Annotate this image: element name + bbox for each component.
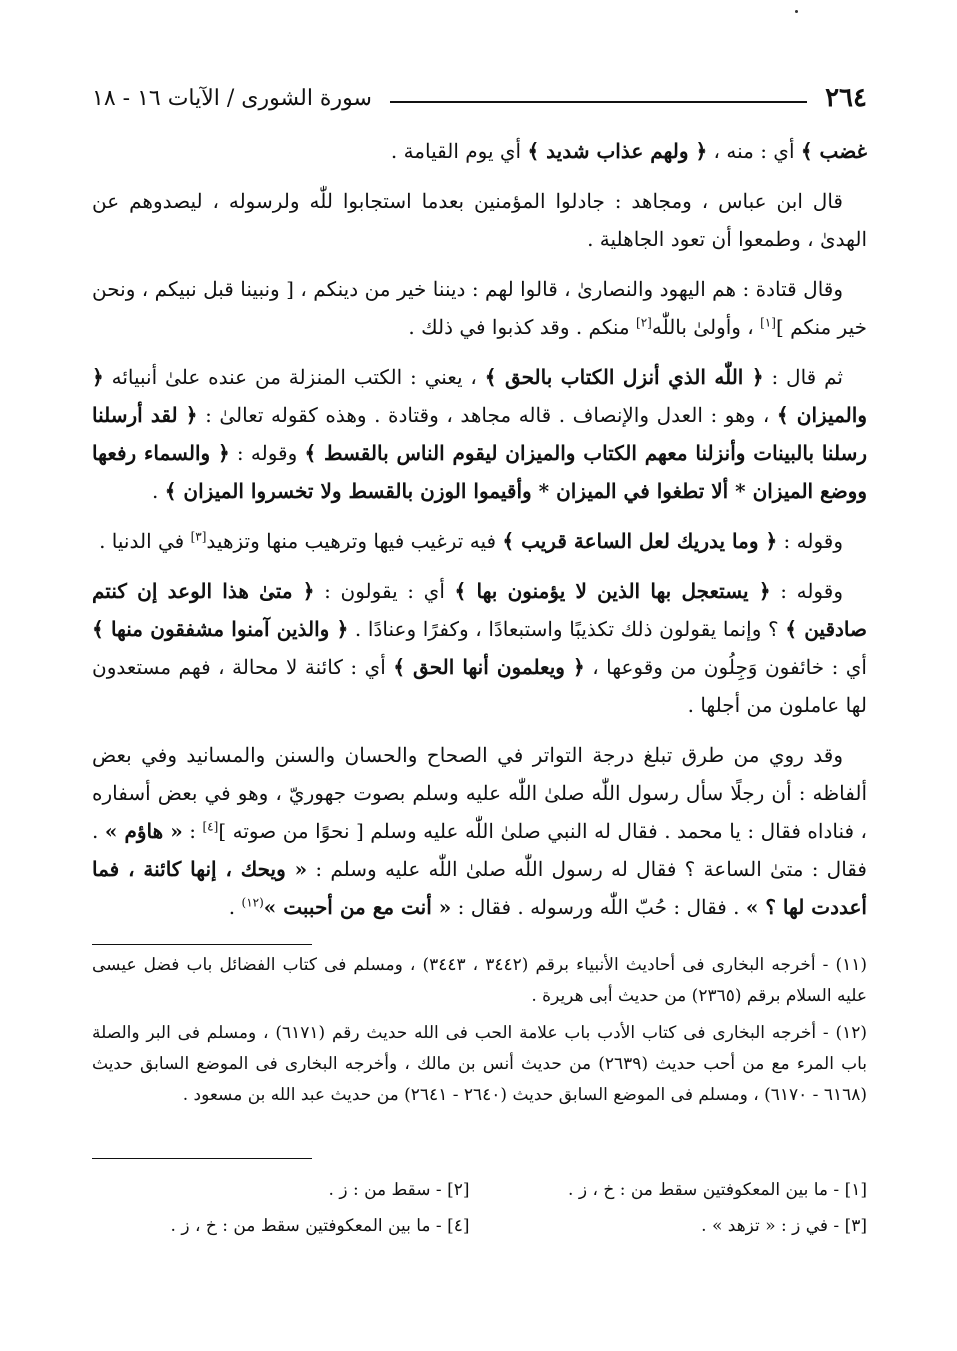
variant-ref: [٣] bbox=[190, 529, 207, 544]
quran-quote: ﴿ والميزان ﴾ bbox=[92, 365, 867, 427]
quran-quote: ﴿ يستعجل بها الذين لا يؤمنون بها ﴾ bbox=[454, 579, 771, 603]
footnote-rule bbox=[92, 944, 312, 945]
quran-quote: ﴿ ولهم عذاب شديد ﴾ bbox=[527, 139, 708, 163]
variant-ref: [١] bbox=[760, 315, 776, 330]
text-run: أي : كائنة لا محالة ، فهم مستعدون لها عاملون من أجلها . bbox=[92, 655, 867, 717]
quran-quote: ﴿ ويعلمون أنها الحق ﴾ bbox=[393, 655, 585, 679]
text-run: ، وأولىٰ باللّٰه bbox=[651, 315, 761, 339]
text-run: وقوله : bbox=[777, 529, 843, 553]
variants-rule bbox=[92, 1158, 312, 1159]
paragraph-5 bbox=[92, 522, 867, 560]
running-title: سورة الشورى / الآيات ١٦ - ١٨ bbox=[92, 85, 372, 111]
variant-ref: [٤] bbox=[202, 819, 219, 834]
variant-ref: [٢] bbox=[636, 315, 652, 330]
variant-note-3: [٣] - في ز : « تزهد » . bbox=[701, 1216, 867, 1236]
hadith-quote: « هاؤم » bbox=[104, 819, 183, 843]
hadith-quote: « ويحك ، إنها كائنة ، فما أعددت لها ؟ » bbox=[92, 857, 867, 919]
text-run: منكم . وقد كذبوا في ذلك . bbox=[408, 315, 637, 339]
variant-note-1: [١] - ما بين المعكوفتين سقط من : خ ، ز . bbox=[568, 1180, 867, 1200]
quran-quote: ﴿ اللّٰه الذي أنزل الكتاب بالحق ﴾ bbox=[484, 365, 764, 389]
footnotes bbox=[92, 950, 867, 1117]
header-rule bbox=[390, 101, 807, 103]
text-run: أي : يقولون : bbox=[314, 579, 455, 603]
quran-quote: غضب ﴾ bbox=[800, 139, 867, 163]
variant-notes bbox=[92, 1172, 867, 1244]
footnote-ref: (١٢) bbox=[241, 895, 264, 910]
text-run: وقوله : bbox=[229, 441, 305, 465]
paragraph-7 bbox=[92, 736, 867, 926]
paragraph-1 bbox=[92, 132, 867, 170]
text-run: أي : خائفون وَجِلُون من وقوعها ، bbox=[584, 655, 867, 679]
quran-quote: ﴿ لقد أرسلنا رسلنا بالبينات وأنزلنا معهم الكتاب والميزان ليقوم الناس بالقسط ﴾ bbox=[92, 403, 867, 465]
text-run: . bbox=[152, 479, 165, 503]
text-run: وقد روي من طرق تبلغ درجة التواتر في الصحاح والحسان والسنن والمسانيد وفي بعض ألفاظه : أن رجلًا سأل رسول اللّٰه صلىٰ اللّٰه عليه وسلم بصوت جهوريّ ، وهو في بعض أسفاره ، فناداه فقال : يا محمد . فقال له النبي صلىٰ اللّٰه عليه وسلم [ نحوًا من صوته ] bbox=[92, 743, 868, 843]
text-run: ، وهو : العدل والإنصاف . قاله مجاهد ، وقتادة . وهذه كقوله تعالىٰ : bbox=[197, 403, 777, 427]
text-run: . فقال : حُبّ اللّٰه ورسوله . فقال : bbox=[451, 895, 746, 919]
quran-quote: ﴿ والسماء رفعها ووضع الميزان * ألا تطغوا في الميزان * وأقيموا الوزن بالقسط ولا تخسروا الميزان ﴾ bbox=[92, 441, 867, 503]
paragraph-6 bbox=[92, 572, 867, 724]
variant-note-4: [٤] - ما بين المعكوفتين سقط من : خ ، ز . bbox=[170, 1216, 470, 1236]
text-run: ثم قال : bbox=[763, 365, 843, 389]
speck-mark bbox=[795, 10, 798, 13]
footnote-11: (١١) - أخرجه البخارى فى أحاديث الأنبياء برقم (٣٤٤٢ ، ٣٤٤٣) ، ومسلم فى كتاب الفضائل باب فضل عيسى عليه السلام برقم (٢٣٦٥) من حديث أبى هريرة . bbox=[92, 955, 867, 1006]
main-text bbox=[92, 132, 867, 938]
paragraph-2: قال ابن عباس ، ومجاهد : جادلوا المؤمنين بعدما استجابوا للّٰه ولرسوله ، ليصدوهم عن الهدىٰ ، وطمعوا أن تعود الجاهلية . bbox=[92, 189, 867, 251]
text-run: فيه ترغيب فيها وترهيب منها وتزهيد bbox=[206, 529, 503, 553]
page-header bbox=[92, 78, 867, 118]
paragraph-3 bbox=[92, 270, 867, 346]
quran-quote: ﴿ والذين آمنوا مشفقون منها ﴾ bbox=[92, 617, 349, 641]
paragraph-4 bbox=[92, 358, 867, 510]
text-run: وقوله : bbox=[770, 579, 843, 603]
footnote-12: (١٢) - أخرجه البخارى فى كتاب الأدب باب علامة الحب فى الله حديث رقم (٦١٧١) ، ومسلم فى البر والصلة باب المرء مع من أحب حديث (٢٦٣٩) من حديث أنس بن مالك ، وأخرجه البخارى فى الموضع السابق حديث (٦١٦٨ - ٦١٧٠) ، ومسلم فى الموضع السابق حديث (٢٦٤٠ - ٢٦٤١) من حديث عبد الله بن مسعود . bbox=[92, 1023, 867, 1105]
quran-quote: ﴿ متىٰ هذا الوعد إن كنتم صادقين ﴾ bbox=[92, 579, 868, 641]
text-run: : bbox=[182, 819, 203, 843]
text-run: ؟ وإنما يقولون ذلك تكذيبًا واستبعادًا ، وكفرًا وعنادًا . bbox=[348, 617, 786, 641]
text-run: . فقال : متىٰ الساعة ؟ فقال له رسول اللّٰه صلىٰ اللّٰه عليه وسلم : bbox=[92, 819, 867, 881]
page-number: ٢٦٤ bbox=[825, 83, 867, 113]
text-run: ، يعني : الكتب المنزلة من عنده علىٰ أنبيائه bbox=[103, 365, 485, 389]
text-run: أي يوم القيامة . bbox=[390, 139, 528, 163]
variant-note-2: [٢] - سقط من : ز . bbox=[328, 1180, 470, 1200]
quran-quote: ﴿ وما يدريك لعل الساعة قريب ﴾ bbox=[502, 529, 778, 553]
text-run: أي : منه ، bbox=[707, 139, 801, 163]
hadith-quote: « أنت مع من أحببت » bbox=[263, 895, 452, 919]
text-run: . bbox=[228, 895, 242, 919]
text-run: في الدنيا . bbox=[99, 529, 191, 553]
text-run: وقال قتادة : هم اليهود والنصارىٰ ، قالوا لهم : ديننا خير من دينكم ، [ ونبينا قبل نبيكم ، ونحن خير منكم ] bbox=[92, 277, 867, 339]
